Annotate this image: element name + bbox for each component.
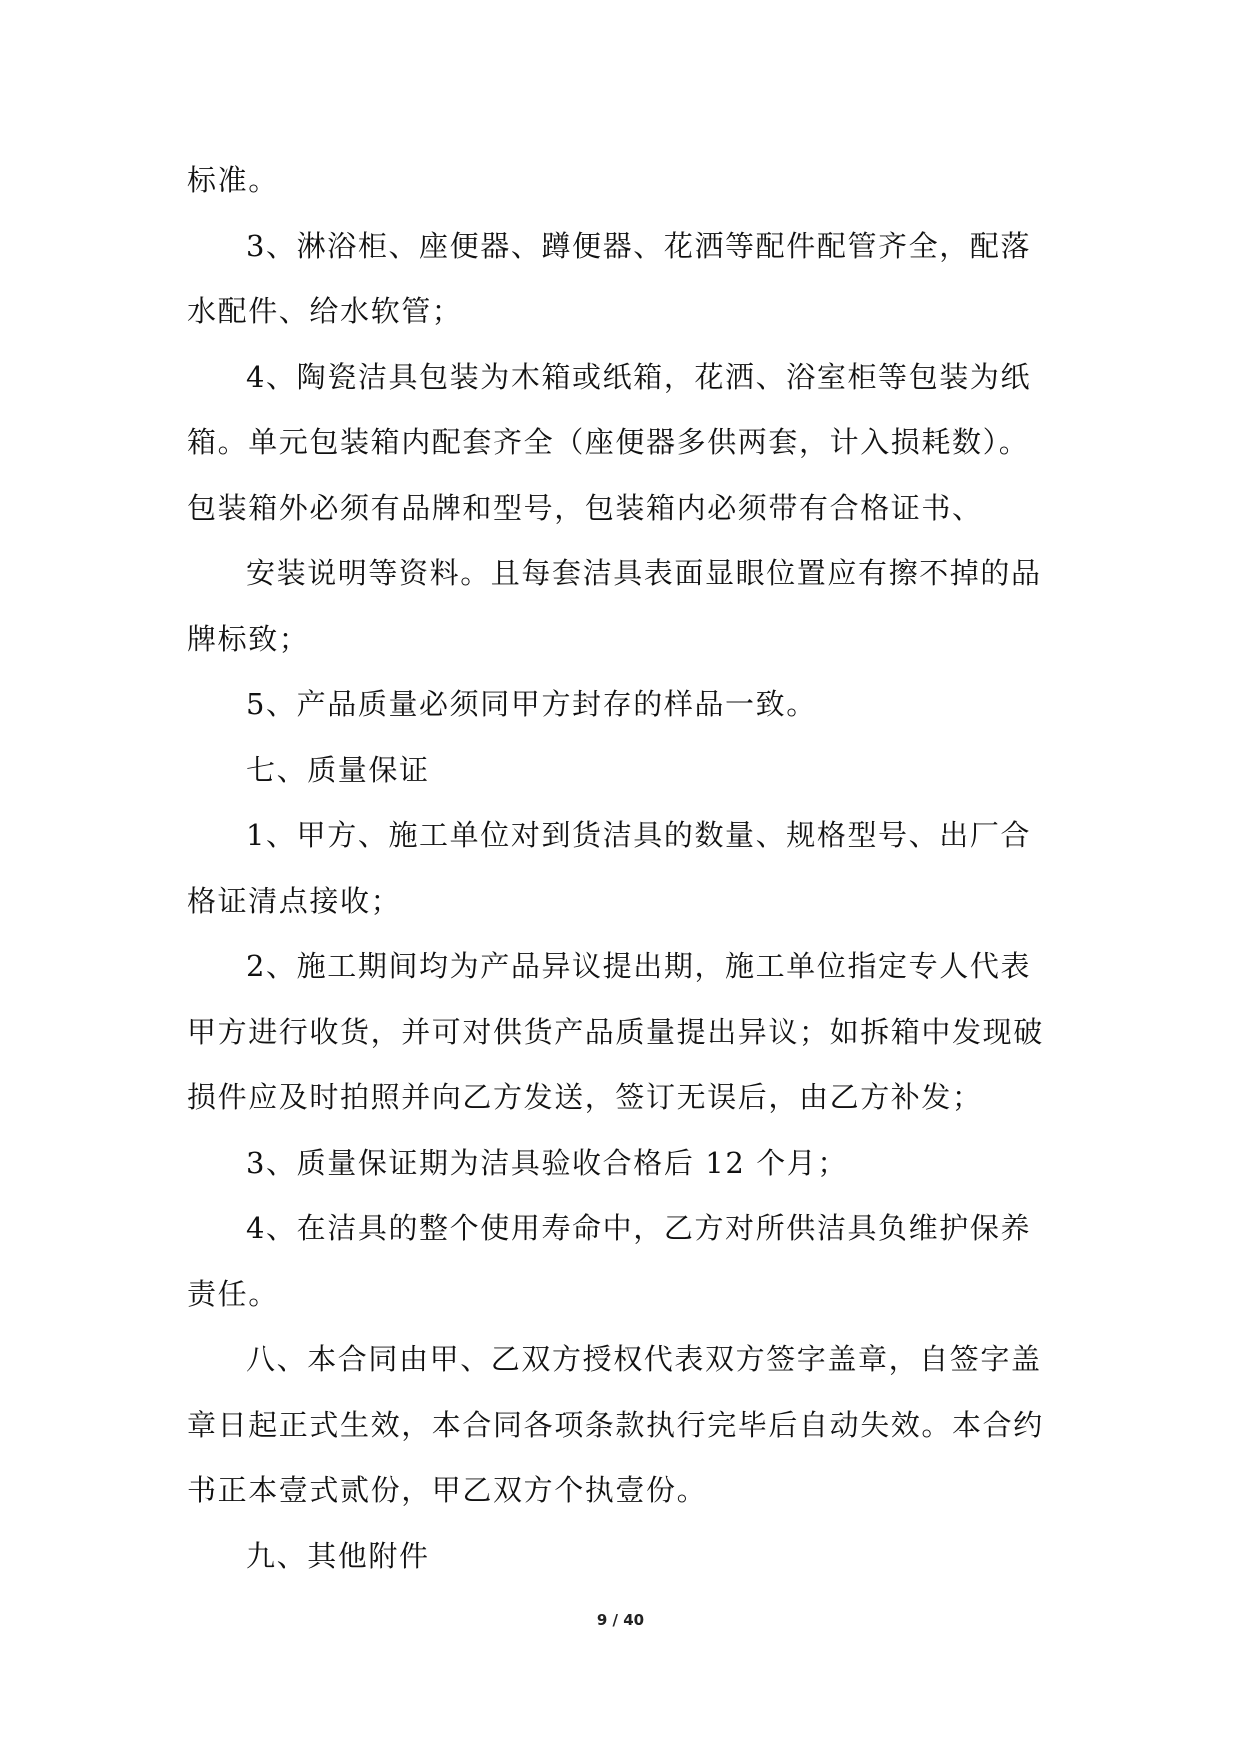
text-line: 书正本壹式贰份，甲乙双方个执壹份。	[187, 1473, 708, 1507]
text-line: 4、陶瓷洁具包装为木箱或纸箱，花洒、浴室柜等包装为纸	[246, 359, 1032, 394]
text-line: 格证清点接收；	[187, 883, 402, 918]
text-line: 1、甲方、施工单位对到货洁具的数量、规格型号、出厂合	[246, 818, 1032, 852]
text-line: 甲方进行收货，并可对供货产品质量提出异议；如拆箱中发现破	[187, 1014, 1044, 1049]
text-line: 损件应及时拍照并向乙方发送，签订无误后，由乙方补发；	[187, 1080, 983, 1114]
section-heading: 七、质量保证	[246, 752, 430, 787]
text-line: 3、淋浴柜、座便器、蹲便器、花洒等配件配管齐全，配落	[246, 228, 1032, 263]
text-line: 2、施工期间均为产品异议提出期，施工单位指定专人代表	[246, 949, 1032, 983]
section-heading: 八、本合同由甲、乙双方授权代表双方签字盖章，自签字盖	[246, 1342, 1042, 1376]
text-line: 包装箱外必须有品牌和型号，包装箱内必须带有合格证书、	[187, 490, 983, 525]
text-line: 标准。	[187, 163, 279, 197]
text-line: 牌标致；	[187, 621, 310, 656]
text-line: 3、质量保证期为洁具验收合格后 12 个月；	[246, 1145, 848, 1180]
text-line: 安装说明等资料。且每套洁具表面显眼位置应有擦不掉的品	[246, 556, 1042, 590]
text-line: 5、产品质量必须同甲方封存的样品一致。	[246, 687, 817, 721]
text-line: 章日起正式生效，本合同各项条款执行完毕后自动失效。本合约	[187, 1407, 1044, 1442]
text-line: 责任。	[187, 1276, 279, 1311]
section-heading: 九、其他附件	[246, 1538, 430, 1573]
text-line: 箱。单元包装箱内配套齐全（座便器多供两套，计入损耗数）。	[187, 425, 1030, 459]
text-line: 4、在洁具的整个使用寿命中，乙方对所供洁具负维护保养	[246, 1211, 1032, 1245]
document-body	[187, 148, 1057, 1589]
page-number: 9 / 40	[596, 1611, 645, 1629]
text-line: 水配件、给水软管；	[187, 294, 463, 328]
